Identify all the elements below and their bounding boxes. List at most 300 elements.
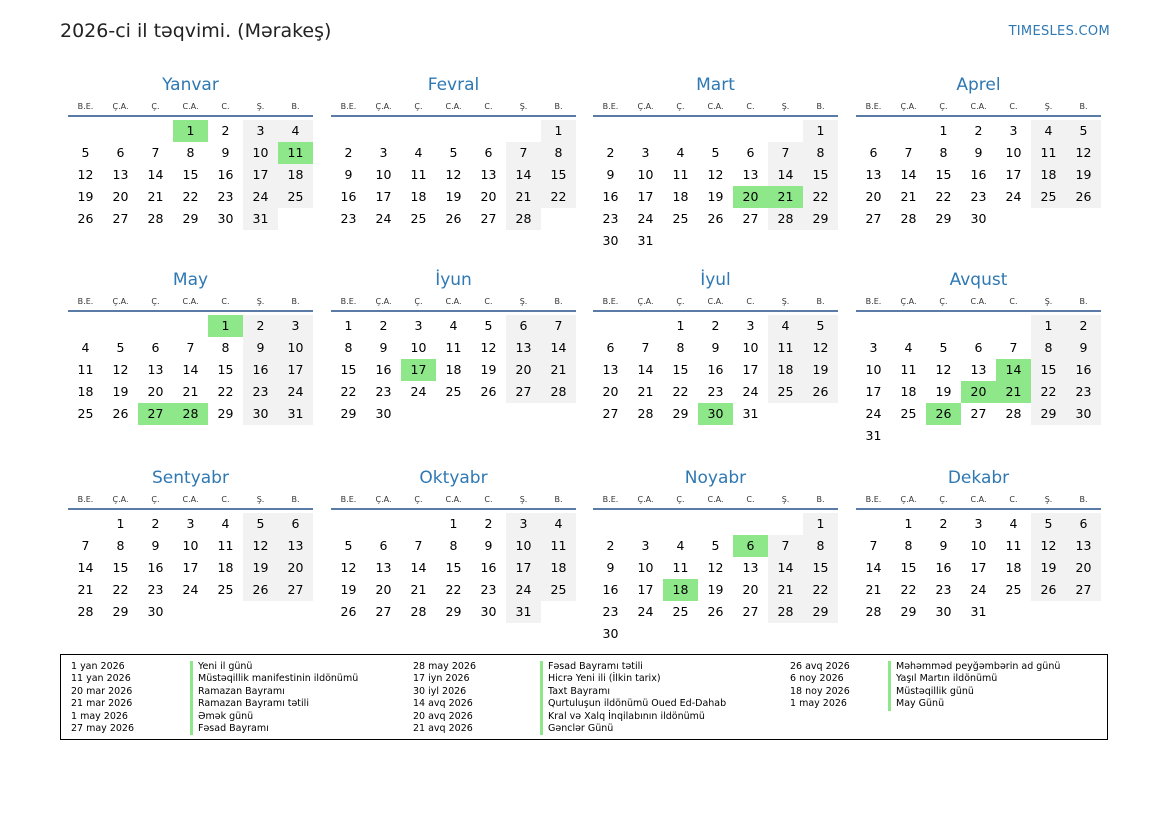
day-cell: 17 xyxy=(182,560,199,575)
weekday-label: C. xyxy=(484,101,493,111)
day-cell: 28 xyxy=(768,208,803,230)
day-cell: 23 xyxy=(1066,381,1101,403)
day-grid xyxy=(68,120,313,230)
weekday-label: B. xyxy=(816,101,825,111)
day-cell: 28 xyxy=(900,211,917,226)
empty-cell xyxy=(506,120,541,142)
weekday-label: C. xyxy=(1009,296,1018,306)
day-cell: 29 xyxy=(803,208,838,230)
day-cell: 17 xyxy=(637,582,654,597)
day-cell: 18 xyxy=(445,362,462,377)
weekday-label: B.E. xyxy=(340,494,357,504)
weekday-label: Ş. xyxy=(519,296,528,306)
weekday-label: Ş. xyxy=(1044,296,1053,306)
day-cell: 3 xyxy=(506,513,541,535)
weekday-header xyxy=(856,293,1101,312)
day-cell: 6 xyxy=(974,340,983,355)
day-cell: 9 xyxy=(221,145,230,160)
empty-cell xyxy=(436,120,471,142)
day-cell: 16 xyxy=(243,359,278,381)
holiday-day-cell: 30 xyxy=(698,403,733,425)
legend-dates-column xyxy=(413,661,476,735)
day-cell: 10 xyxy=(742,340,759,355)
day-cell: 8 xyxy=(904,538,913,553)
weekday-label: C.A. xyxy=(445,494,462,504)
day-cell: 31 xyxy=(506,601,541,623)
day-cell: 29 xyxy=(182,211,199,226)
weekday-header xyxy=(331,491,576,510)
weekday-label: C.A. xyxy=(445,296,462,306)
day-grid xyxy=(68,513,313,623)
day-cell: 2 xyxy=(243,315,278,337)
empty-cell xyxy=(698,120,733,142)
day-cell: 23 xyxy=(480,582,497,597)
month-yanvar xyxy=(68,72,313,230)
weekday-label: B.E. xyxy=(865,101,882,111)
day-cell: 15 xyxy=(182,167,199,182)
day-cell: 18 xyxy=(217,560,234,575)
weekday-label: B.E. xyxy=(602,101,619,111)
day-cell: 28 xyxy=(506,208,541,230)
day-cell: 12 xyxy=(480,340,497,355)
legend-date: 1 yan 2026 xyxy=(71,661,125,672)
month-name: İyul xyxy=(700,270,731,290)
day-cell: 2 xyxy=(344,145,353,160)
day-cell: 9 xyxy=(606,167,615,182)
day-grid xyxy=(593,513,838,645)
weekday-label: C. xyxy=(1009,101,1018,111)
day-cell: 22 xyxy=(935,189,952,204)
day-cell: 21 xyxy=(637,384,654,399)
day-cell: 23 xyxy=(243,381,278,403)
day-cell: 8 xyxy=(344,340,353,355)
holiday-day-cell: 20 xyxy=(733,186,768,208)
day-cell: 11 xyxy=(900,362,917,377)
weekday-label: C. xyxy=(1009,494,1018,504)
weekday-label: C. xyxy=(746,101,755,111)
day-cell: 11 xyxy=(541,535,576,557)
day-cell: 18 xyxy=(77,384,94,399)
day-cell: 12 xyxy=(707,167,724,182)
legend-holiday-name: Yaşıl Martın ildönümü xyxy=(896,673,998,685)
legend-color-bar xyxy=(888,661,891,711)
weekday-label: Ç.A. xyxy=(112,296,129,306)
month-name: İyun xyxy=(435,270,472,290)
empty-cell xyxy=(593,513,628,535)
day-cell: 19 xyxy=(340,582,357,597)
day-cell: 14 xyxy=(182,362,199,377)
day-cell: 16 xyxy=(480,560,497,575)
legend-date: 20 avq 2026 xyxy=(413,710,473,722)
day-cell: 6 xyxy=(151,340,160,355)
day-cell: 25 xyxy=(1005,582,1022,597)
day-cell: 15 xyxy=(217,362,234,377)
day-cell: 3 xyxy=(974,516,983,531)
day-cell: 3 xyxy=(869,340,878,355)
legend-date: 21 avq 2026 xyxy=(413,722,473,734)
weekday-label: Ş. xyxy=(256,296,265,306)
empty-cell xyxy=(856,315,891,337)
day-cell: 7 xyxy=(904,145,913,160)
weekday-header xyxy=(593,98,838,117)
day-cell: 31 xyxy=(865,428,882,443)
day-cell: 8 xyxy=(116,538,125,553)
day-cell: 11 xyxy=(672,560,689,575)
day-cell: 11 xyxy=(410,167,427,182)
day-cell: 3 xyxy=(278,315,313,337)
day-cell: 14 xyxy=(410,560,427,575)
day-cell: 5 xyxy=(81,145,90,160)
day-cell: 25 xyxy=(445,384,462,399)
day-grid xyxy=(331,315,576,425)
day-cell: 17 xyxy=(278,359,313,381)
day-cell: 4 xyxy=(1009,516,1018,531)
day-cell: 10 xyxy=(410,340,427,355)
weekday-label: C.A. xyxy=(182,494,199,504)
empty-cell xyxy=(768,120,803,142)
holiday-day-cell: 26 xyxy=(926,403,961,425)
day-cell: 18 xyxy=(672,189,689,204)
legend-holiday-name: Kral və Xalq İnqilabının ildönümü xyxy=(548,710,705,722)
day-cell: 14 xyxy=(768,557,803,579)
day-cell: 31 xyxy=(742,406,759,421)
empty-cell xyxy=(856,120,891,142)
day-cell: 24 xyxy=(410,384,427,399)
day-cell: 13 xyxy=(147,362,164,377)
weekday-label: B.E. xyxy=(602,296,619,306)
month-i̇yul xyxy=(593,267,838,425)
day-cell: 11 xyxy=(768,337,803,359)
legend-date: 6 noy 2026 xyxy=(790,673,844,685)
legend-date: 21 mar 2026 xyxy=(71,698,133,710)
empty-cell xyxy=(68,513,103,535)
day-cell: 26 xyxy=(707,211,724,226)
empty-cell xyxy=(961,315,996,337)
legend-holiday-name: Hicrə Yeni ili (İlkin tarix) xyxy=(548,673,661,685)
day-cell: 5 xyxy=(711,538,720,553)
day-cell: 14 xyxy=(506,164,541,186)
weekday-label: Ş. xyxy=(781,494,790,504)
day-cell: 26 xyxy=(1031,579,1066,601)
day-cell: 6 xyxy=(278,513,313,535)
day-cell: 13 xyxy=(970,362,987,377)
day-cell: 14 xyxy=(865,560,882,575)
day-grid xyxy=(856,315,1101,447)
legend-holiday-name: Müstəqillik günü xyxy=(896,685,974,697)
legend-holiday-name: Fəsad Bayramı xyxy=(198,722,269,734)
day-cell: 24 xyxy=(375,211,392,226)
day-cell: 19 xyxy=(707,582,724,597)
weekday-label: B. xyxy=(1079,101,1088,111)
day-cell: 25 xyxy=(410,211,427,226)
weekday-header xyxy=(593,293,838,312)
day-cell: 5 xyxy=(939,340,948,355)
weekday-label: Ç. xyxy=(414,494,423,504)
day-cell: 15 xyxy=(445,560,462,575)
weekday-label: C. xyxy=(484,494,493,504)
legend-holiday-name: Müstəqillik manifestinin ildönümü xyxy=(198,673,359,685)
day-cell: 30 xyxy=(375,406,392,421)
weekday-label: Ç. xyxy=(151,494,160,504)
day-cell: 20 xyxy=(742,582,759,597)
day-cell: 8 xyxy=(803,535,838,557)
day-cell: 14 xyxy=(637,362,654,377)
day-cell: 7 xyxy=(81,538,90,553)
day-cell: 19 xyxy=(1031,557,1066,579)
weekday-label: C.A. xyxy=(970,101,987,111)
day-cell: 6 xyxy=(484,145,493,160)
day-cell: 13 xyxy=(742,167,759,182)
legend-dates-column xyxy=(790,661,850,711)
day-cell: 25 xyxy=(217,582,234,597)
day-cell: 16 xyxy=(970,167,987,182)
day-cell: 25 xyxy=(672,211,689,226)
day-cell: 21 xyxy=(77,582,94,597)
day-cell: 26 xyxy=(1066,186,1101,208)
day-cell: 15 xyxy=(935,167,952,182)
day-cell: 20 xyxy=(278,557,313,579)
day-cell: 8 xyxy=(186,145,195,160)
day-cell: 23 xyxy=(935,582,952,597)
weekday-label: B. xyxy=(1079,494,1088,504)
day-cell: 15 xyxy=(1031,359,1066,381)
day-cell: 2 xyxy=(606,145,615,160)
day-cell: 19 xyxy=(112,384,129,399)
holiday-day-cell: 11 xyxy=(278,142,313,164)
day-cell: 10 xyxy=(506,535,541,557)
legend-holiday-name: Gənclər Günü xyxy=(548,722,614,734)
day-cell: 3 xyxy=(746,318,755,333)
empty-cell xyxy=(628,315,663,337)
day-cell: 19 xyxy=(707,189,724,204)
day-cell: 7 xyxy=(1009,340,1018,355)
day-cell: 12 xyxy=(243,535,278,557)
weekday-label: B. xyxy=(816,494,825,504)
month-noyabr xyxy=(593,465,838,645)
weekday-label: C.A. xyxy=(445,101,462,111)
empty-cell xyxy=(401,513,436,535)
day-cell: 6 xyxy=(379,538,388,553)
day-cell: 1 xyxy=(803,513,838,535)
day-cell: 16 xyxy=(340,189,357,204)
holiday-day-cell: 14 xyxy=(996,359,1031,381)
weekday-label: Ç. xyxy=(939,494,948,504)
legend-holiday-name: Ramazan Bayramı tətili xyxy=(198,698,309,710)
day-cell: 13 xyxy=(375,560,392,575)
day-cell: 4 xyxy=(414,145,423,160)
day-cell: 17 xyxy=(637,189,654,204)
day-cell: 5 xyxy=(711,145,720,160)
day-cell: 6 xyxy=(1066,513,1101,535)
day-grid xyxy=(593,315,838,425)
day-cell: 10 xyxy=(970,538,987,553)
day-cell: 24 xyxy=(637,211,654,226)
weekday-label: B. xyxy=(554,101,563,111)
day-cell: 13 xyxy=(602,362,619,377)
legend-holiday-name: Yeni il günü xyxy=(198,661,253,672)
day-cell: 11 xyxy=(77,362,94,377)
day-grid xyxy=(68,315,313,425)
day-cell: 27 xyxy=(375,604,392,619)
day-cell: 14 xyxy=(77,560,94,575)
day-cell: 3 xyxy=(641,538,650,553)
legend-names-column xyxy=(896,661,1060,711)
empty-cell xyxy=(698,513,733,535)
day-cell: 26 xyxy=(707,604,724,619)
day-cell: 28 xyxy=(410,604,427,619)
weekday-header xyxy=(68,293,313,312)
day-cell: 9 xyxy=(151,538,160,553)
day-cell: 9 xyxy=(606,560,615,575)
day-cell: 20 xyxy=(506,359,541,381)
weekday-label: Ç. xyxy=(414,101,423,111)
holiday-legend xyxy=(60,654,1108,740)
day-cell: 28 xyxy=(77,604,94,619)
brand-link[interactable]: TIMESLES.COM xyxy=(1008,24,1110,39)
weekday-label: C. xyxy=(746,494,755,504)
day-cell: 5 xyxy=(116,340,125,355)
day-cell: 22 xyxy=(182,189,199,204)
day-cell: 15 xyxy=(340,362,357,377)
day-cell: 26 xyxy=(480,384,497,399)
day-cell: 8 xyxy=(803,142,838,164)
day-cell: 31 xyxy=(243,208,278,230)
weekday-label: B.E. xyxy=(865,296,882,306)
weekday-label: Ç. xyxy=(939,101,948,111)
day-cell: 28 xyxy=(768,601,803,623)
day-cell: 10 xyxy=(375,167,392,182)
legend-color-bar xyxy=(540,661,543,735)
legend-holiday-name: Taxt Bayramı xyxy=(548,685,611,697)
empty-cell xyxy=(138,120,173,142)
day-cell: 10 xyxy=(1005,145,1022,160)
day-cell: 7 xyxy=(186,340,195,355)
day-cell: 1 xyxy=(541,120,576,142)
weekday-label: B. xyxy=(291,101,300,111)
month-dekabr xyxy=(856,465,1101,623)
weekday-label: B. xyxy=(816,296,825,306)
day-cell: 6 xyxy=(116,145,125,160)
month-name: Fevral xyxy=(427,75,480,95)
month-name: Yanvar xyxy=(162,75,219,95)
day-cell: 12 xyxy=(707,560,724,575)
empty-cell xyxy=(103,120,138,142)
day-cell: 1 xyxy=(344,318,353,333)
weekday-label: Ç.A. xyxy=(900,296,917,306)
legend-date: 17 iyn 2026 xyxy=(413,673,470,685)
legend-date: 30 iyl 2026 xyxy=(413,685,467,697)
day-cell: 21 xyxy=(410,582,427,597)
day-cell: 2 xyxy=(379,318,388,333)
day-cell: 12 xyxy=(445,167,462,182)
day-cell: 9 xyxy=(379,340,388,355)
empty-cell xyxy=(401,120,436,142)
weekday-label: Ç.A. xyxy=(375,101,392,111)
day-cell: 18 xyxy=(768,359,803,381)
day-cell: 4 xyxy=(221,516,230,531)
legend-names-column xyxy=(198,661,358,735)
day-cell: 7 xyxy=(151,145,160,160)
empty-cell xyxy=(891,120,926,142)
day-cell: 25 xyxy=(672,604,689,619)
day-cell: 20 xyxy=(147,384,164,399)
day-cell: 15 xyxy=(900,560,917,575)
day-cell: 29 xyxy=(112,604,129,619)
day-cell: 15 xyxy=(803,557,838,579)
day-cell: 30 xyxy=(147,604,164,619)
day-cell: 13 xyxy=(742,560,759,575)
day-cell: 22 xyxy=(340,384,357,399)
day-cell: 15 xyxy=(803,164,838,186)
day-cell: 25 xyxy=(768,381,803,403)
day-cell: 3 xyxy=(414,318,423,333)
day-cell: 16 xyxy=(217,167,234,182)
day-cell: 28 xyxy=(1005,406,1022,421)
weekday-label: Ç. xyxy=(676,296,685,306)
weekday-label: C.A. xyxy=(707,494,724,504)
day-cell: 10 xyxy=(278,337,313,359)
empty-cell xyxy=(68,315,103,337)
weekday-label: Ş. xyxy=(781,101,790,111)
weekday-label: B. xyxy=(291,494,300,504)
weekday-label: C.A. xyxy=(970,296,987,306)
empty-cell xyxy=(733,513,768,535)
legend-holiday-name: Fəsad Bayramı tətili xyxy=(548,661,643,672)
legend-date: 1 may 2026 xyxy=(790,698,847,710)
day-cell: 22 xyxy=(541,186,576,208)
day-cell: 3 xyxy=(1009,123,1018,138)
weekday-label: Ç.A. xyxy=(375,296,392,306)
day-cell: 4 xyxy=(676,538,685,553)
page-title: 2026-ci il təqvimi. (Mərakeş) xyxy=(60,20,332,42)
day-cell: 28 xyxy=(147,211,164,226)
empty-cell xyxy=(733,120,768,142)
month-name: Sentyabr xyxy=(152,468,229,488)
day-cell: 27 xyxy=(742,211,759,226)
day-cell: 9 xyxy=(243,337,278,359)
day-cell: 23 xyxy=(602,211,619,226)
day-grid xyxy=(331,120,576,230)
day-cell: 20 xyxy=(865,189,882,204)
weekday-label: Ç.A. xyxy=(112,494,129,504)
day-cell: 13 xyxy=(112,167,129,182)
day-cell: 24 xyxy=(182,582,199,597)
empty-cell xyxy=(366,513,401,535)
day-cell: 19 xyxy=(803,359,838,381)
day-cell: 9 xyxy=(344,167,353,182)
day-cell: 1 xyxy=(449,516,458,531)
legend-date: 28 may 2026 xyxy=(413,661,477,672)
weekday-label: Ş. xyxy=(781,296,790,306)
weekday-label: C.A. xyxy=(707,296,724,306)
weekday-label: Ç. xyxy=(676,101,685,111)
day-cell: 14 xyxy=(900,167,917,182)
day-cell: 28 xyxy=(865,604,882,619)
weekday-label: C. xyxy=(221,296,230,306)
weekday-header xyxy=(593,491,838,510)
day-cell: 9 xyxy=(484,538,493,553)
day-cell: 19 xyxy=(243,557,278,579)
weekday-label: Ç. xyxy=(151,101,160,111)
day-cell: 13 xyxy=(1066,535,1101,557)
weekday-label: Ç. xyxy=(151,296,160,306)
weekday-label: Ç.A. xyxy=(900,494,917,504)
day-cell: 2 xyxy=(974,123,983,138)
day-cell: 27 xyxy=(506,381,541,403)
day-cell: 1 xyxy=(676,318,685,333)
day-cell: 3 xyxy=(379,145,388,160)
day-cell: 27 xyxy=(1066,579,1101,601)
